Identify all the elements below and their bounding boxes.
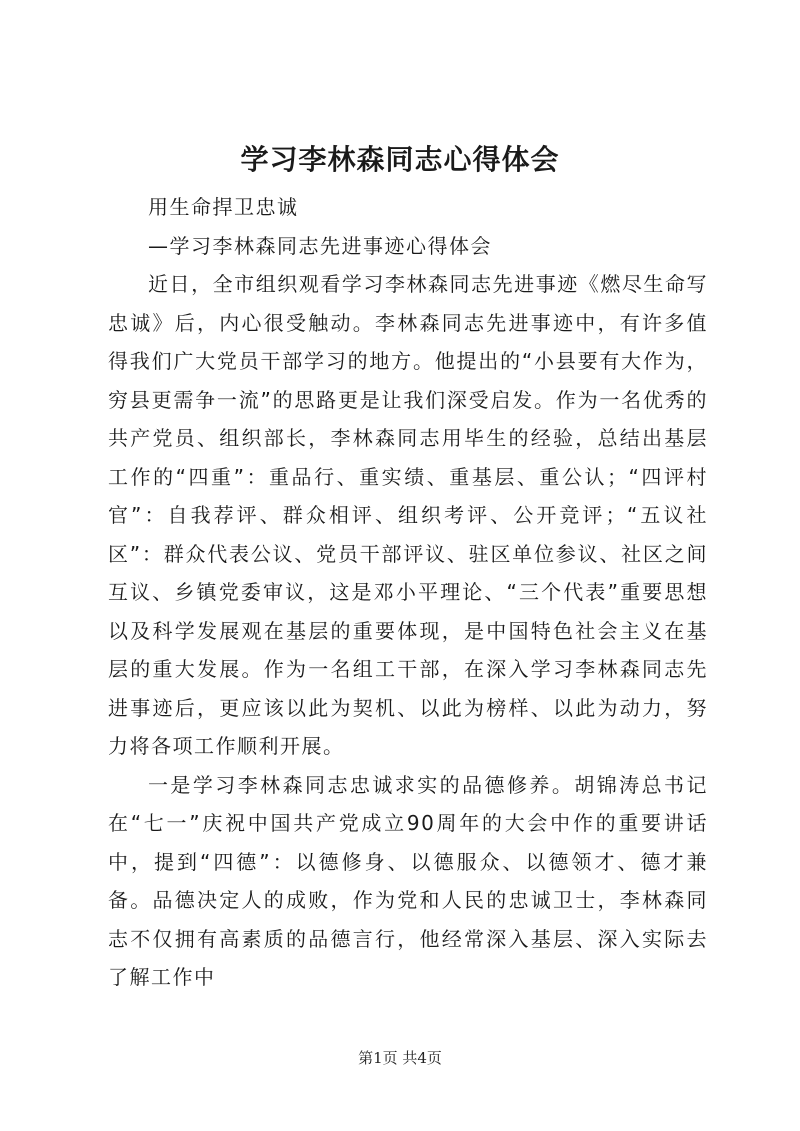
page-footer: 第1页 共4页 xyxy=(358,1049,442,1067)
document-body xyxy=(108,188,708,997)
subtitle-line: 用生命捍卫忠诚 xyxy=(148,195,299,219)
body-paragraph: 近日，全市组织观看学习李林森同志先进事迹《燃尽生命写忠诚》后，内心很受触动。李林森同志先进事迹中，有许多值得我们广大党员干部学习的地方。他提出的“小县要有大作为，穷县更需争一流”的思路更是让我们深受启发。作为一名优秀的共产党员、组织部长，李林森同志用毕生的经验，总结出基层工作的“四重”：重品行、重实绩、重基层、重公认；“四评村官”：自我荐评、群众相评、组织考评、公开竞评；“五议社区”：群众代表公议、党员干部评议、驻区单位参议、社区之间互议、乡镇党委审议，这是邓小平理论、“三个代表”重要思想以及科学发展观在基层的重要体现，是中国特色社会主义在基层的重大发展。作为一名组工干部，在深入学习李林森同志先进事迹后，更应该以此为契机、以此为榜样、以此为动力，努力将各项工作顺利开展。 xyxy=(108,272,708,758)
document-title: 学习李林森同志心得体会 xyxy=(240,143,560,176)
subtitle-subheading: —学习李林森同志先进事迹心得体会 xyxy=(148,233,492,258)
body-paragraph: 一是学习李林森同志忠诚求实的品德修养。胡锦涛总书记在“七一”庆祝中国共产党成立90周年的大会中作的重要讲话中，提到“四德”：以德修身、以德服众、以德领才、德才兼备。品德决定人的成败，作为党和人民的忠诚卫士，李林森同志不仅拥有高素质的品德言行，他经常深入基层、深入实际去了解工作中 xyxy=(108,772,708,989)
